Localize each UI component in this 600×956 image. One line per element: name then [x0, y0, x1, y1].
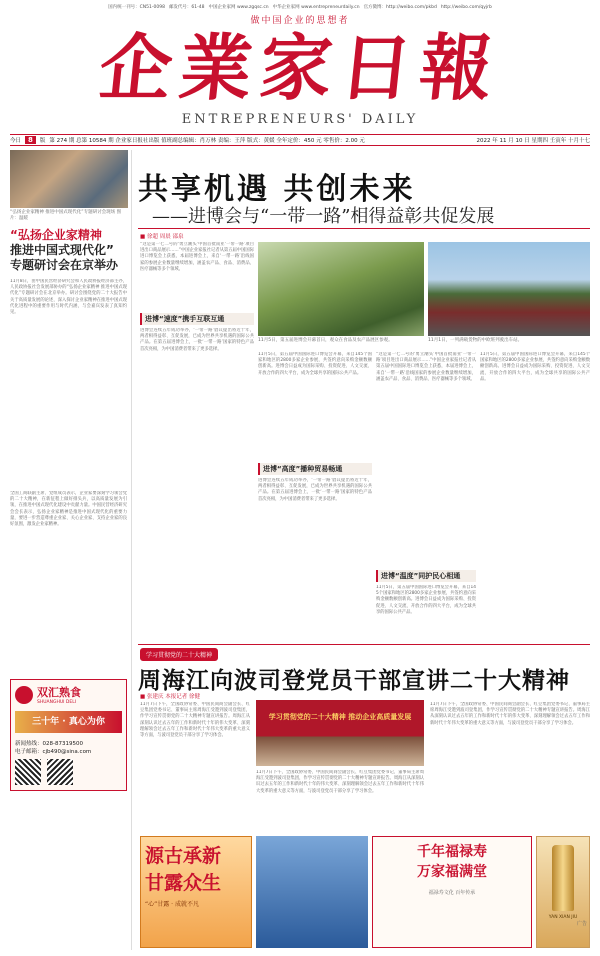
issue-info-bar: [10, 134, 590, 146]
top-line-item: 国内统一刊号：CN51-0098: [108, 5, 165, 10]
top-line-item: 官方微博：http://weibo.com/pkbd: [363, 5, 437, 10]
qr-code-icon: [15, 759, 41, 785]
main-headline: 共享机遇 共创未来: [138, 172, 416, 207]
english-masthead: ENTREPRENEURS' DAILY: [181, 112, 419, 127]
top-line-item: 中国企业家网 www.zgqsc.cn: [208, 5, 269, 10]
ad-slogan: 三十年 · 真心为你: [15, 711, 122, 733]
today-label: 今日: [10, 138, 22, 144]
page-number-badge: 8: [25, 136, 36, 144]
ad-line-1: 源古承新: [145, 845, 222, 867]
top-line-item: 中华企业家网 www.entrepreneurdaily.cn: [272, 5, 360, 10]
ad-title: 双汇熟食: [37, 686, 81, 699]
ad-title-2: 万家福满堂: [417, 864, 487, 880]
newspaper-masthead: 企業家日報: [95, 25, 505, 110]
issue-info: 第 274 期 总第 10584 期 企业家日报社出版 值班副总编辑：肖万林 责编：王萍 版式：黄媛 全年定价：450 元 零售价：2.00 元: [49, 138, 365, 144]
main-col-3: [376, 352, 476, 655]
ad-brand: YAN XIAN JIU: [548, 915, 578, 920]
photo-caption: “弘扬企业家精神 推进中国式现代化”专题研讨会现场 图片：温暖: [10, 210, 122, 221]
landscape-ad: [256, 836, 368, 948]
fulushou-ad: [372, 836, 532, 948]
left-article-body-2: 全国工商联副主席、党组成员表示，企业家要深刻学习领会党的二十大精神，在新征程上做好排头兵，以高质量发展为引领，在推进中国式现代化建设中贡献力量。中国民营经济研究会会长表示，弘扬企业家精神是推进中国式现代化的重要力量，要进一步营造尊重企业家、关心企业家、支持企业家的良好氛围，激发企业家精神。: [10, 491, 127, 528]
divider: [138, 228, 590, 229]
left-headline-black-2: 专题研讨会在京举办: [10, 258, 119, 272]
top-line-item: 邮发代号：61-48: [168, 5, 205, 10]
main-body-b: 进博会连续五年成功举办，‘一带一路’倡议提出将近十年，两者相得益彰、互促发展，已成为世界共享机遇的国际公共产品。在第五届进博会上，一批‘一带一路’国家的特色产品首次亮相，为中国消费者带来了更多选择。: [140, 328, 254, 352]
qr-code-icon: [47, 759, 73, 785]
train-photo: [428, 242, 590, 336]
top-line-item: http://weibo.com/qyjrb: [440, 4, 492, 10]
issue-date: 2022 年 11 月 10 日 星期四 壬寅年 十月十七: [476, 138, 590, 144]
main-subheadline: ——进博会与“一带一路”相得益彰共促发展: [152, 206, 495, 227]
second-headline: 周海江向波司登党员干部宣讲二十大精神: [138, 667, 570, 694]
main-col-1: [140, 242, 254, 648]
conference-photo: [10, 150, 128, 208]
second-body-3: 11月7日下午，全国政协常委、中国民间商会副会长、红豆集团党委书记、董事局主席周海江受邀到波司登集团，作学习宣传贯彻党的二十大精神专题宣讲报告。周海江从深刻认识过去五年的工作和新时代十年的伟大变革、深刻理解领会过去五年工作和新时代十年伟大变革的重大意义等方面，与波司登党员干部分享了学习体会。: [430, 702, 590, 726]
market-photo: [258, 242, 424, 336]
main-col-2: [258, 352, 372, 648]
left-headline-black: 推进中国式现代化”: [10, 243, 114, 257]
ad-label: 广告: [576, 921, 587, 927]
newspaper-motto: 做中国企业的思想者: [250, 16, 350, 26]
top-registration-line: [0, 0, 600, 14]
section-head-2: 进博“高度”播种贸易畅通: [258, 463, 372, 475]
topic-tag: 学习贯彻党的二十大精神: [140, 648, 218, 661]
shuanghui-ad: [10, 679, 127, 791]
lecture-photo: [256, 700, 424, 766]
ganlu-ad: [140, 836, 252, 948]
section-head-1: 进博“速度”携手互联互通: [140, 313, 254, 325]
photo-caption-right: 11月1日，一列满载货物的中欧班列驶出车站。: [428, 338, 523, 343]
page-unit: 版: [39, 138, 46, 144]
main-byline: ■ 徐超 周晨 邵泉: [140, 234, 184, 240]
bottle-icon: [552, 845, 574, 911]
news-hotline: 新闻热线：028-87319500: [15, 741, 83, 747]
ad-title-en: SHUANGHUI DELI: [37, 700, 77, 705]
divider: [138, 644, 590, 645]
main-body-a-cont: “这是第一七二号的‘勇立潮头’中国首批南亚‘一带一路’项目进出口商品展示……”中国企业家报社记者从第五届中国国际进口博览会上获悉，本届进博会上，来自‘一带一路’沿线国家的参展企业数量继续增加，涵盖农产品、食品、消费品、医疗器械等多个领域。: [376, 352, 476, 382]
ad-small-text: “心”甘露 · 成就不凡: [145, 901, 199, 908]
photo-caption-left: 11月5日，第五届进博会开幕首日，观众在食品及农产品展区参观。: [258, 338, 393, 343]
news-email: 电子邮箱：cjb490@sina.com: [15, 749, 92, 755]
main-body-c-cont: 11月5日，第五届中国国际进口博览会开幕，来自145个国家和地区的2800多家企业参展，共签约意向采购金额数额创新高。进博会日益成为国际采购、投资促进、人文交流、开放合作的四大平台，成为全球共享的国际公共产品。: [376, 585, 476, 615]
second-byline: ■ 张建庆 本报记者 徐健: [140, 694, 200, 700]
left-column: [10, 150, 132, 950]
main-body-c-end: 11月5日，第五届中国国际进口博览会开幕，来自145个国家和地区的2800多家企业参展，共签约意向采购金额数额创新高。进博会日益成为国际采购、投资促进、人文交流、开放合作的四大平台，成为全球共享的国际公共产品。: [480, 352, 590, 382]
liquor-ad: [536, 836, 590, 948]
section-head-3: 进博“温度”同护民心相通: [376, 570, 476, 582]
main-body-a: “这是第一七二号的‘勇立潮头’中国首批南亚‘一带一路’项目进出口商品展示……”中国企业家报社记者从第五届中国国际进口博览会上获悉，本届进博会上，来自‘一带一路’沿线国家的参展企业数量继续增加，涵盖农产品、食品、消费品、医疗器械等多个领域。: [140, 242, 254, 272]
main-col-4: [480, 352, 590, 640]
photo-banner: 学习贯彻党的二十大精神 推动企业高质量发展: [268, 713, 412, 721]
second-body-1: 11月7日下午，全国政协常委、中国民间商会副会长、红豆集团党委书记、董事局主席周海江受邀到波司登集团，作学习宣传贯彻党的二十大精神专题宣讲报告。周海江从深刻认识过去五年的工作和新时代十年的伟大变革、深刻理解领会过去五年工作和新时代十年伟大变革的重大意义等方面，与波司登党员干部分享了学习体会。: [140, 702, 250, 739]
ad-title-1: 千年福禄寿: [417, 844, 487, 860]
left-article-body: 11月8日，由中国民营经济研究会和人民政协报经济部主办，人民政协报社会发展部协办的“弘扬企业家精神 推进中国式现代化”专题研讨会在北京举办。研讨会围绕党的二十大报告中关于高质量发展的论述，深入探讨企业家精神在推进中国式现代化进程中的重要作用与时代内涵，与会嘉宾发表了真知灼见。: [10, 279, 127, 316]
second-body-2: 11月7日下午，全国政协常委、中国民间商会副会长、红豆集团党委书记、董事局主席周海江受邀到波司登集团，作学习宣传贯彻党的二十大精神专题宣讲报告。周海江从深刻认识过去五年的工作和新时代十年的伟大变革、深刻理解领会过去五年工作和新时代十年伟大变革的重大意义等方面，与波司登党员干部分享了学习体会。: [256, 770, 424, 794]
main-body-c: 11月5日，第五届中国国际进口博览会开幕，来自145个国家和地区的2800多家企业参展，共签约意向采购金额数额创新高。进博会日益成为国际采购、投资促进、人文交流、开放合作的四大平台，成为全球共享的国际公共产品。: [258, 352, 372, 376]
ad-line-2: 甘露众生: [145, 872, 222, 894]
main-body-b-cont: 进博会连续五年成功举办，‘一带一路’倡议提出将近十年，两者相得益彰、互促发展，已成为世界共享机遇的国际公共产品。在第五届进博会上，一批‘一带一路’国家的特色产品首次亮相，为中国消费者带来了更多选择。: [258, 478, 372, 502]
brand-logo-icon: [15, 686, 33, 704]
left-headline-red: “弘扬企业家精神: [10, 228, 102, 242]
ad-text: 福禄寿文化 百年传承: [428, 890, 476, 896]
